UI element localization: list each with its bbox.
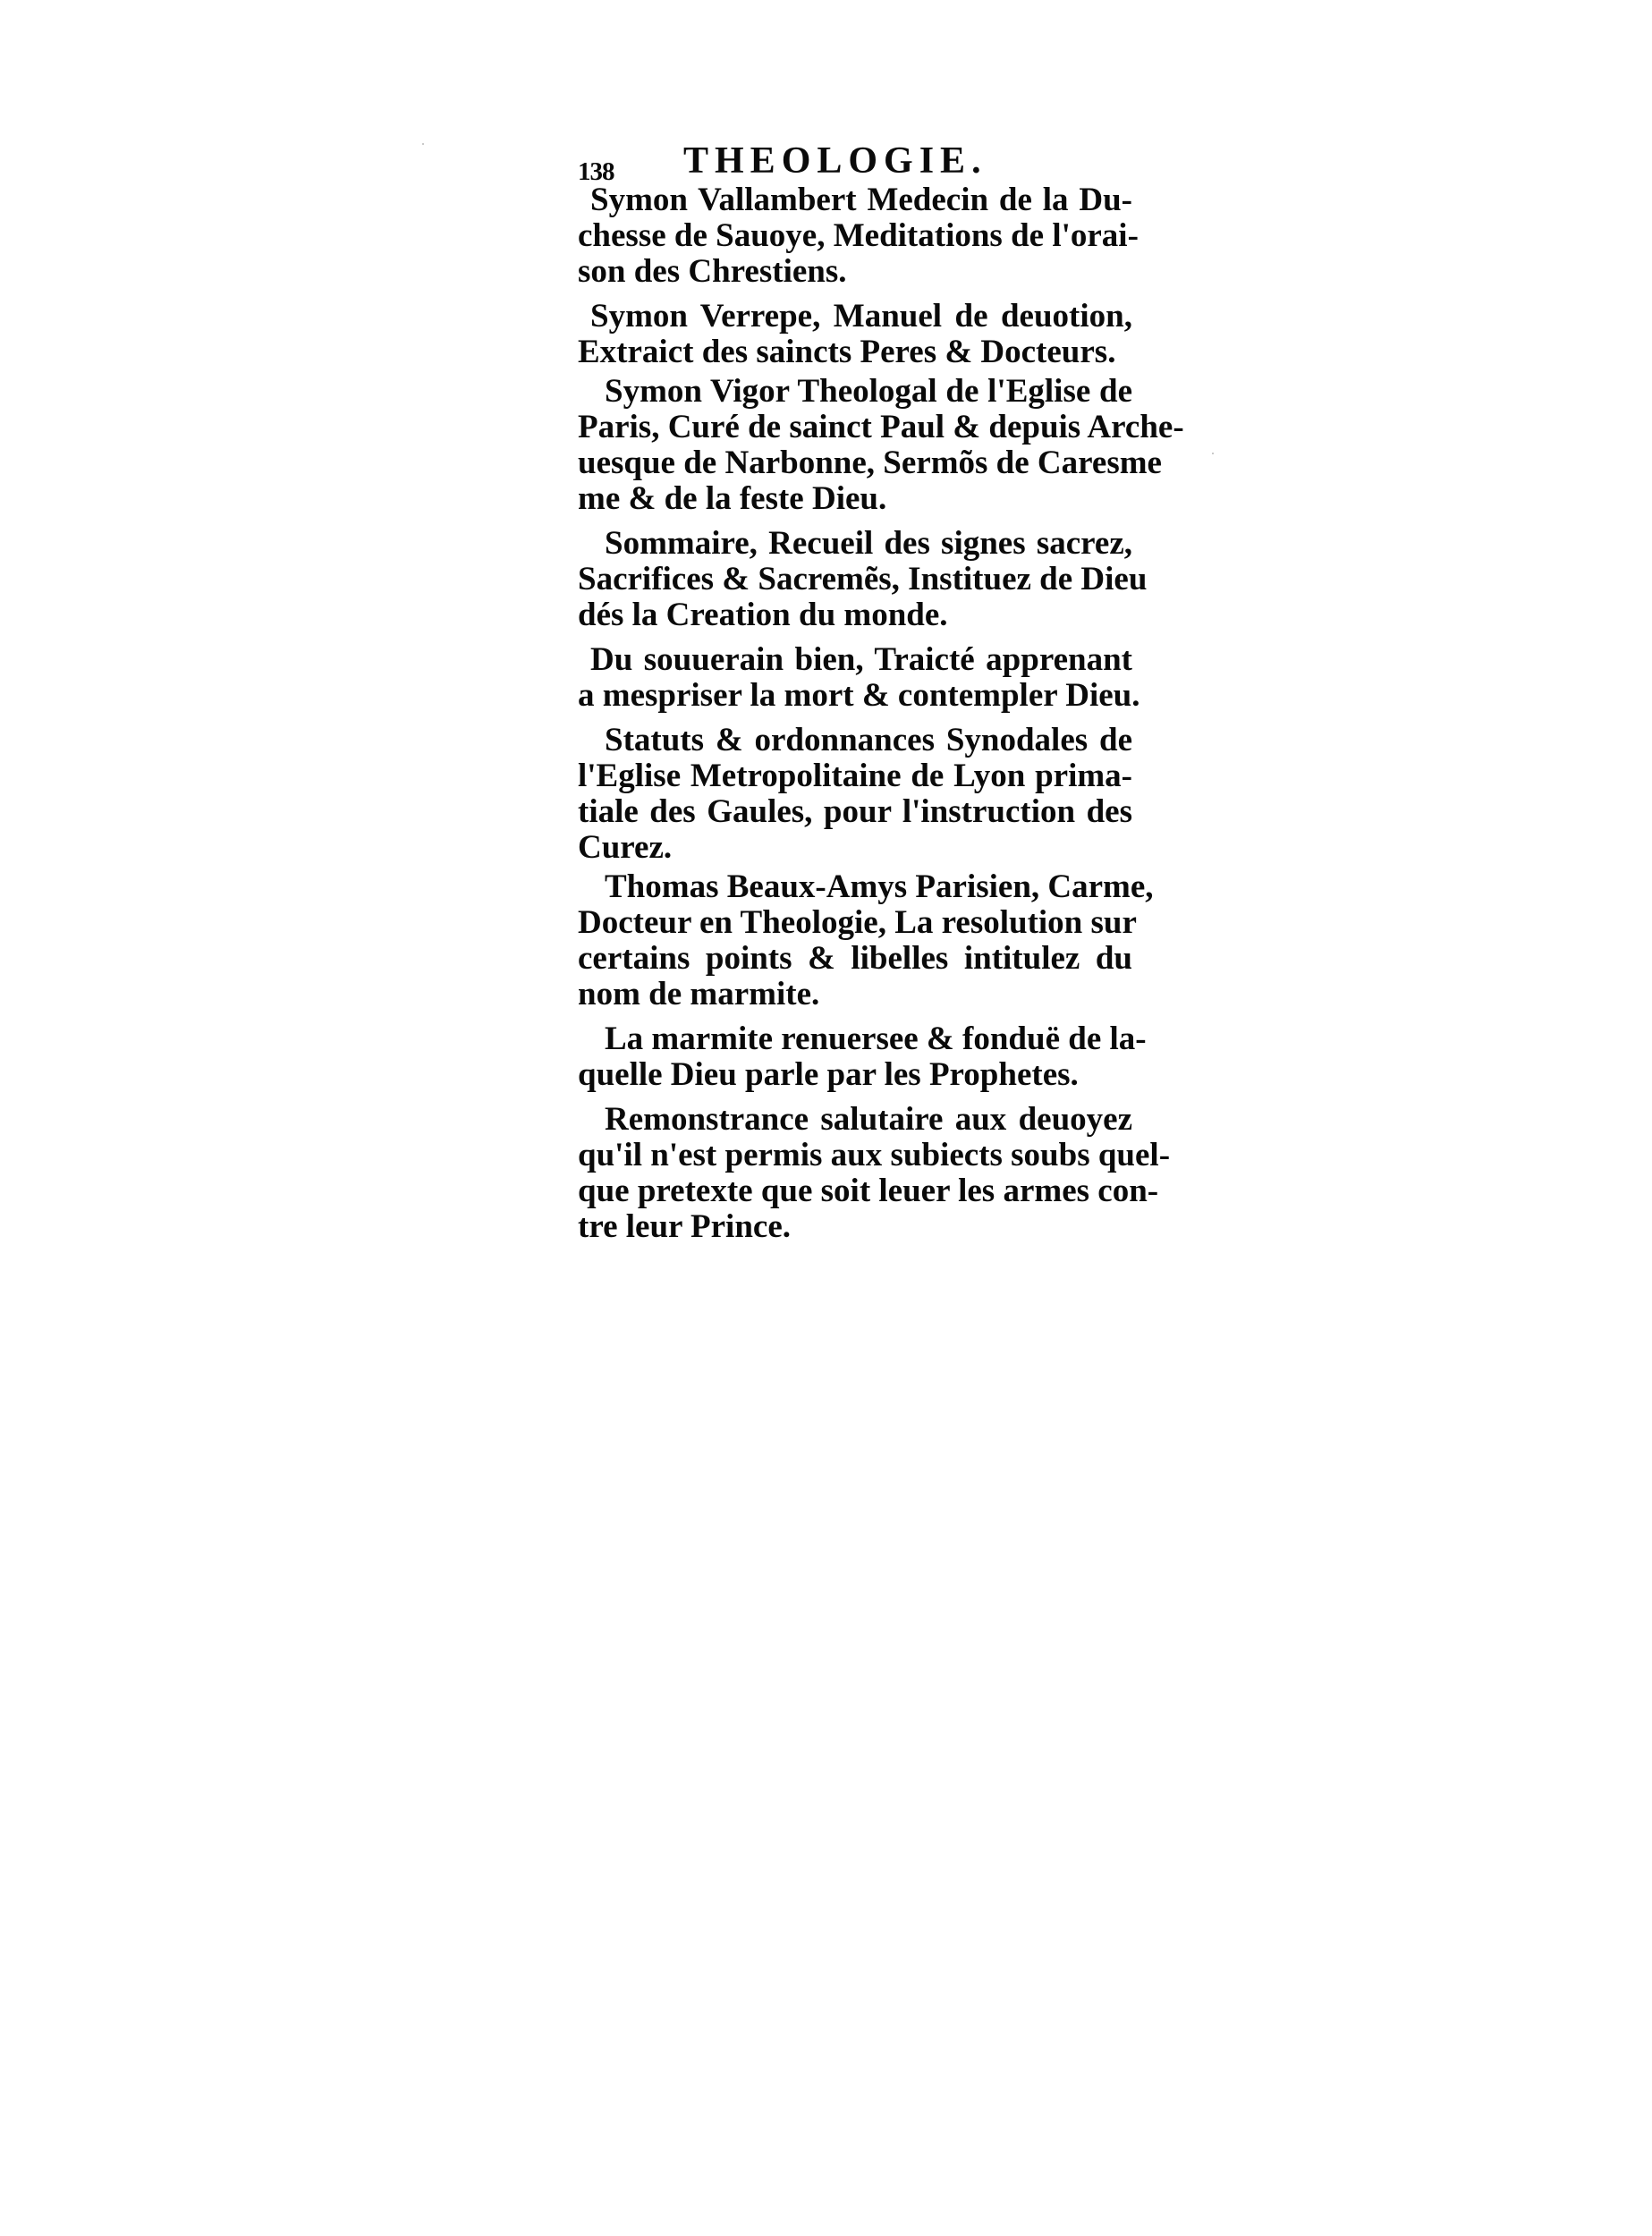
entry-line: Symon Verrepe, Manuel de deuotion, bbox=[590, 298, 1132, 335]
entry-line: uesque de Narbonne, Sermõs de Caresme bbox=[578, 445, 1162, 481]
entry-line: qu'il n'est permis aux subiects soubs quel- bbox=[578, 1137, 1171, 1173]
entry-line: que pretexte que soit leuer les armes con- bbox=[578, 1173, 1159, 1209]
entry-line: Extraict des saincts Peres & Docteurs. bbox=[578, 334, 1116, 370]
entry-line: Statuts & ordonnances Synodales de bbox=[605, 722, 1132, 758]
bibliography-entry bbox=[578, 1021, 1147, 1093]
entry-line: Sacrifices & Sacremẽs, Instituez de Dieu bbox=[578, 561, 1148, 597]
paper-speck bbox=[1212, 453, 1214, 454]
entry-line: son des Chrestiens. bbox=[578, 253, 847, 290]
entry-line: La marmite renuersee & fonduë de la- bbox=[605, 1021, 1147, 1057]
entry-line: me & de la feste Dieu. bbox=[578, 480, 887, 517]
bibliography-entry bbox=[578, 868, 1154, 1012]
bibliography-entry bbox=[578, 641, 1140, 714]
paper-speck bbox=[422, 143, 424, 145]
entry-line: tiale des Gaules, pour l'instruction des bbox=[578, 793, 1132, 830]
entry-line: Remonstrance salutaire aux deuoyez bbox=[605, 1101, 1132, 1138]
entry-line: certains points & libelles intitulez du bbox=[578, 940, 1132, 977]
bibliography-entry bbox=[578, 182, 1139, 290]
entry-line: Paris, Curé de sainct Paul & depuis Arche- bbox=[578, 409, 1184, 445]
entry-line: nom de marmite. bbox=[578, 976, 820, 1012]
entry-line: quelle Dieu parle par les Prophetes. bbox=[578, 1056, 1079, 1093]
entry-line: chesse de Sauoye, Meditations de l'orai- bbox=[578, 217, 1139, 254]
entry-line: dés la Creation du monde. bbox=[578, 597, 948, 633]
entry-line: Curez. bbox=[578, 829, 673, 866]
entry-line: Docteur en Theologie, La resolution sur bbox=[578, 904, 1137, 941]
entry-line: tre leur Prince. bbox=[578, 1208, 792, 1245]
entry-line: Symon Vigor Theologal de l'Eglise de bbox=[605, 373, 1132, 410]
entry-line: Thomas Beaux-Amys Parisien, Carme, bbox=[605, 868, 1154, 905]
page-number: 138 bbox=[578, 157, 614, 186]
entry-line: l'Eglise Metropolitaine de Lyon prima- bbox=[578, 758, 1132, 794]
running-title: THEOLOGIE. bbox=[683, 140, 987, 182]
bibliography-entry bbox=[578, 1101, 1171, 1245]
entry-line: Du souuerain bien, Traicté apprenant bbox=[590, 641, 1132, 678]
bibliography-entry bbox=[578, 723, 1132, 866]
bibliography-entry bbox=[578, 525, 1148, 633]
text-column bbox=[578, 140, 1184, 1245]
entry-line: Sommaire, Recueil des signes sacrez, bbox=[605, 525, 1132, 562]
bibliography-entry bbox=[578, 299, 1132, 370]
running-head bbox=[578, 140, 1132, 186]
bibliography-entry bbox=[578, 373, 1184, 517]
entry-line: Symon Vallambert Medecin de la Du- bbox=[590, 182, 1132, 218]
entry-line: a mespriser la mort & contempler Dieu. bbox=[578, 677, 1140, 714]
